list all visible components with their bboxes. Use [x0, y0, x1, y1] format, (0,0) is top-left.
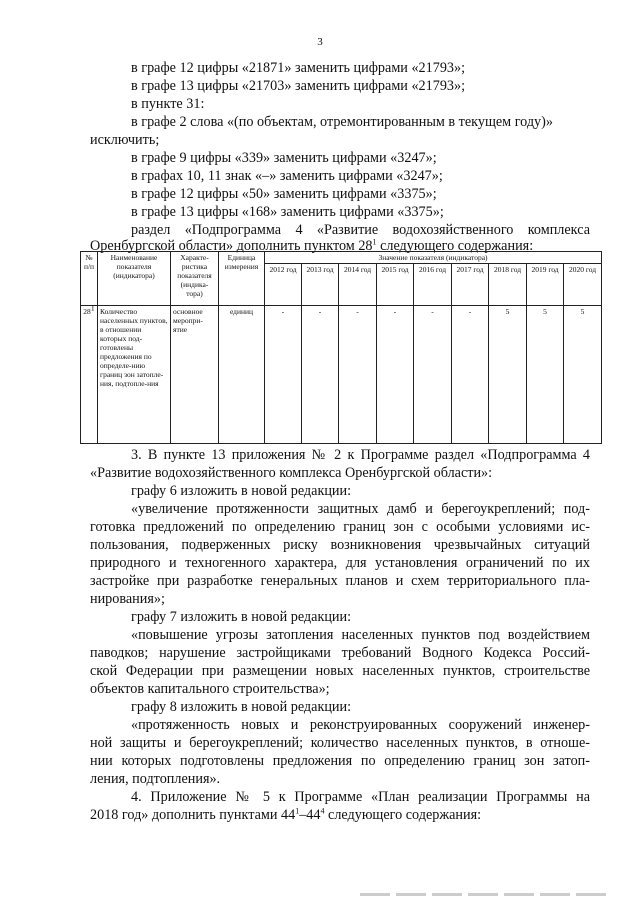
superscript: 1: [295, 806, 300, 816]
header-year: 2015 год: [377, 264, 414, 306]
text-line: исключить;: [90, 132, 160, 148]
text-line: графу 6 изложить в новой редакции:: [131, 483, 352, 499]
text-line: готовка предложений по определению границ зон с особыми условиями ис-: [90, 519, 590, 535]
row-characteristic: основное меропри-ятие: [171, 306, 219, 444]
text-line: раздел «Подпрограмма 4 «Развитие водохозяйственного комплекса: [131, 222, 590, 238]
header-year: 2019 год: [527, 264, 564, 306]
text-line: 4. Приложение № 5 к Программе «План реализации Программы на: [131, 789, 590, 805]
text-fragment: Оренбургской области» дополнить пунктом 28: [90, 238, 373, 254]
text-line: в графе 2 слова «(по объектам, отремонтированным в текущем году)»: [131, 114, 553, 130]
text-line: паводков; нарушение застройщиками требований Водного Кодекса Россий-: [90, 645, 590, 661]
header-name: Наименование показателя (индикатора): [98, 252, 171, 306]
row-name: Количество населенных пунктов, в отношении которых под-готовлены предложения по определе-нию границ зон затопле-ния, подтопле-ния: [98, 306, 171, 444]
text-line: в графах 10, 11 знак «–» заменить цифрами «3247»;: [131, 168, 443, 184]
header-values-group: Значение показателя (индикатора): [265, 252, 602, 264]
text-line: [90, 807, 481, 824]
text-fragment: –44: [299, 807, 321, 823]
text-line: «протяженность новых и реконструированных сооружений инженер-: [131, 717, 590, 733]
row-num-superscript: 1: [90, 303, 95, 313]
text-line: графу 8 изложить в новой редакции:: [131, 699, 352, 715]
text-line: «повышение угрозы затопления населенных пунктов под воздействием: [131, 627, 590, 643]
text-line: в графе 9 цифры «339» заменить цифрами «3247»;: [131, 150, 437, 166]
header-year: 2017 год: [452, 264, 489, 306]
header-num: № п/п: [81, 252, 98, 306]
row-unit: единиц: [219, 306, 265, 444]
text-line: в графе 13 цифры «21703» заменить цифрами «21793»;: [131, 78, 466, 94]
header-year: 2020 год: [564, 264, 602, 306]
header-year: 2016 год: [414, 264, 452, 306]
text-line: ной защиты и берегоукреплений; количество населенных пунктов, в отноше-: [90, 735, 590, 751]
row-value: -: [414, 306, 452, 444]
superscript: 1: [372, 237, 377, 247]
row-value: 5: [489, 306, 527, 444]
page-number: 3: [317, 36, 323, 48]
superscript: 4: [320, 806, 325, 816]
text-line: объектов капитального строительства»;: [90, 681, 330, 697]
text-line: «увеличение протяженности защитных дамб и берегоукреплений; под-: [131, 501, 590, 517]
header-characteristic: Характе-ристика показателя (индика-тора): [171, 252, 219, 306]
row-num-value: 28: [83, 307, 91, 316]
row-value: -: [339, 306, 377, 444]
row-num: [81, 303, 98, 444]
row-value: -: [265, 306, 302, 444]
indicator-table: [80, 251, 602, 444]
text-line: в графе 13 цифры «168» заменить цифрами «3375»;: [131, 204, 444, 220]
text-line: 3. В пункте 13 приложения № 2 к Программе раздел «Подпрограмма 4: [131, 447, 590, 463]
text-line: пользования, подверженных риску возникновения чрезвычайных ситуаций: [90, 537, 590, 553]
row-value: -: [302, 306, 339, 444]
text-line: нирования»;: [90, 591, 165, 607]
scan-footer-artifact: [360, 893, 610, 896]
row-value: -: [377, 306, 414, 444]
text-line: природного и техногенного характера, для установления ограничений по их: [90, 555, 590, 571]
header-year: 2013 год: [302, 264, 339, 306]
table-row: [81, 306, 602, 444]
header-unit: Единица измерения: [219, 252, 265, 306]
text-line: ления, подтопления».: [90, 771, 221, 787]
text-line: графу 7 изложить в новой редакции:: [131, 609, 352, 625]
row-value: 5: [564, 306, 602, 444]
text-line: в графе 12 цифры «21871» заменить цифрами «21793»;: [131, 60, 466, 76]
text-fragment: следующего содержания:: [324, 807, 482, 823]
text-line: ской Федерации при размещении новых населенных пунктов, строительстве: [90, 663, 590, 679]
text-line: в графе 12 цифры «50» заменить цифрами «3375»;: [131, 186, 437, 202]
text-fragment: 2018 год» дополнить пунктами 44: [90, 807, 296, 823]
text-line: в пункте 31:: [131, 96, 205, 112]
row-value: 5: [527, 306, 564, 444]
header-year: 2014 год: [339, 264, 377, 306]
text-line: застройке при разработке генеральных планов и схем территориального пла-: [90, 573, 590, 589]
header-year: 2018 год: [489, 264, 527, 306]
text-fragment: следующего содержания:: [376, 238, 534, 254]
text-line: нии которых подготовлены предложения по определению границ зон затоп-: [90, 753, 590, 769]
row-value: -: [452, 306, 489, 444]
header-year: 2012 год: [265, 264, 302, 306]
text-line: «Развитие водохозяйственного комплекса Оренбургской области»:: [90, 465, 493, 481]
